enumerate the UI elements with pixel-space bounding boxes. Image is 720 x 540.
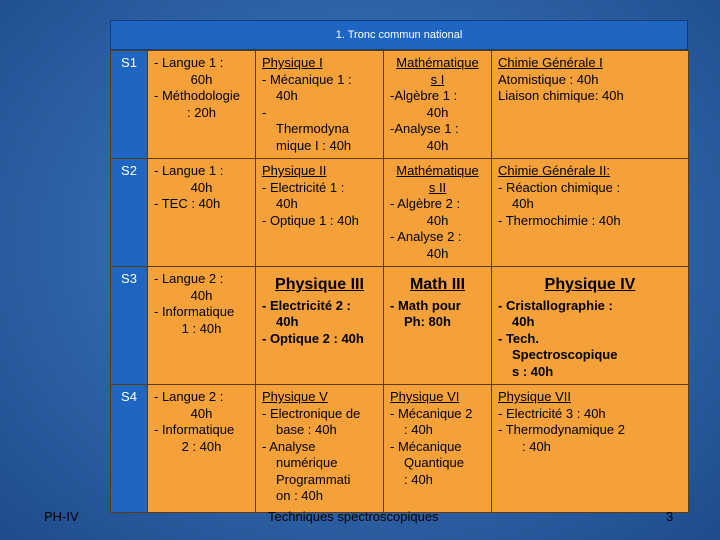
course-title: s II (428, 179, 447, 195)
semester-label: S3 (111, 267, 148, 385)
cell-line: base : 40h (276, 422, 337, 437)
cell-line: 40h (426, 104, 449, 120)
cell-line: - Méthodologie (154, 88, 240, 103)
cell-line: - Math pour (390, 297, 461, 313)
course-title: Physique IV (544, 276, 636, 293)
cell-line: - (262, 104, 267, 120)
chimie-cell (492, 267, 689, 385)
course-title: Mathématique (396, 163, 479, 178)
table-title: 1. Tronc commun national (110, 20, 688, 50)
cell-line: - Langue 1 : (154, 55, 224, 70)
cell-line: numérique (276, 455, 338, 470)
langue-cell (148, 267, 256, 385)
cell-line: mique I : 40h (276, 137, 352, 153)
course-title: Physique VII (498, 389, 571, 404)
cell-line: 60h (190, 71, 213, 87)
cell-line: - Mécanique 2 (390, 405, 473, 421)
course-title: s I (430, 71, 445, 87)
footer-course-code: PH-IV (44, 509, 79, 524)
cell-line: Programmati (276, 471, 351, 487)
course-title: Physique VI (390, 389, 460, 404)
cell-line: - Langue 2 : (154, 271, 224, 286)
chimie-cell (492, 51, 689, 159)
physique-cell (256, 51, 384, 159)
semester-label: S1 (111, 51, 148, 159)
cell-line: on : 40h (276, 488, 323, 503)
course-title: Physique III (275, 276, 364, 293)
cell-line: Spectroscopique (512, 347, 618, 362)
langue-cell (148, 159, 256, 267)
cell-line: - Thermodynamique 2 (498, 422, 625, 437)
cell-line: 40h (190, 405, 213, 421)
cell-line: - Analyse 2 : (390, 229, 462, 244)
cell-line: - Tech. (498, 330, 539, 346)
course-title: Physique I (262, 55, 323, 70)
course-title: Math III (409, 276, 466, 293)
table-row (111, 159, 689, 267)
cell-line: - Electricité 1 : (262, 179, 345, 195)
cell-line: s : 40h (512, 363, 554, 379)
chimie-cell (492, 385, 689, 513)
cell-line: 40h (426, 137, 449, 153)
cell-line: - Informatique (154, 304, 235, 319)
math-cell (384, 51, 492, 159)
cell-line: Quantique (404, 455, 464, 470)
cell-line: Atomistique : 40h (498, 71, 599, 87)
cell-line: 40h (276, 196, 298, 211)
cell-line: -Algèbre 1 : (390, 88, 458, 103)
math-cell (384, 159, 492, 267)
cell-line: - Mécanique (390, 438, 462, 454)
cell-line: - Thermochimie : 40h (498, 212, 621, 228)
semester-label: S2 (111, 159, 148, 267)
cell-line: : 40h (404, 471, 433, 487)
physique-cell (256, 159, 384, 267)
cell-line: 40h (190, 287, 213, 303)
physique-cell (256, 385, 384, 513)
cell-line: - Cristallographie : (498, 297, 613, 313)
cell-line: - Electronique de (262, 405, 361, 421)
cell-line: 40h (426, 212, 449, 228)
cell-line: - Algèbre 2 : (390, 196, 461, 211)
cell-line: - Langue 2 : (154, 389, 224, 404)
cell-line: 2 : 40h (181, 438, 222, 454)
cell-line: - Réaction chimique : (498, 179, 621, 195)
langue-cell (148, 385, 256, 513)
course-title: Mathématique (396, 55, 479, 70)
cell-line: - Optique 1 : 40h (262, 212, 359, 228)
cell-line: Liaison chimique: 40h (498, 88, 624, 103)
chimie-cell (492, 159, 689, 267)
cell-line: Ph: 80h (404, 314, 451, 329)
cell-line: - Analyse (262, 438, 316, 454)
cell-line: - Langue 1 : (154, 163, 224, 178)
langue-cell (148, 51, 256, 159)
cell-line: : 20h (187, 104, 216, 120)
cell-line: - Optique 2 : 40h (262, 330, 364, 346)
cell-line: - TEC : 40h (154, 196, 221, 211)
semester-label: S4 (111, 385, 148, 513)
cell-line: Thermodyna (276, 121, 349, 136)
physique-cell (256, 267, 384, 385)
cell-line: -Analyse 1 : (390, 121, 459, 136)
cell-line: - Informatique (154, 422, 235, 437)
table-row (111, 385, 689, 513)
table-row (111, 51, 689, 159)
cell-line: 40h (276, 88, 298, 103)
cell-line: 40h (190, 179, 213, 195)
cell-line: : 40h (404, 422, 433, 437)
cell-line: - Electricité 2 : (262, 297, 351, 313)
course-title: Physique V (262, 389, 328, 404)
course-title: Chimie Générale II: (498, 163, 610, 178)
table-row (111, 267, 689, 385)
math-cell (384, 267, 492, 385)
footer-subject: Techniques spectroscopiques (268, 509, 439, 524)
course-title: Physique II (262, 163, 327, 178)
cell-line: - Mécanique 1 : (262, 71, 352, 87)
curriculum-table (110, 50, 689, 513)
cell-line: 40h (512, 314, 535, 329)
cell-line: 1 : 40h (181, 320, 222, 336)
cell-line: 40h (276, 314, 299, 329)
math-cell (384, 385, 492, 513)
cell-line: : 40h (522, 438, 551, 454)
cell-line: 40h (426, 245, 449, 261)
cell-line: 40h (512, 196, 534, 211)
page-number: 3 (666, 509, 674, 524)
course-title: Chimie Générale I (498, 55, 603, 70)
cell-line: - Electricité 3 : 40h (498, 405, 606, 421)
